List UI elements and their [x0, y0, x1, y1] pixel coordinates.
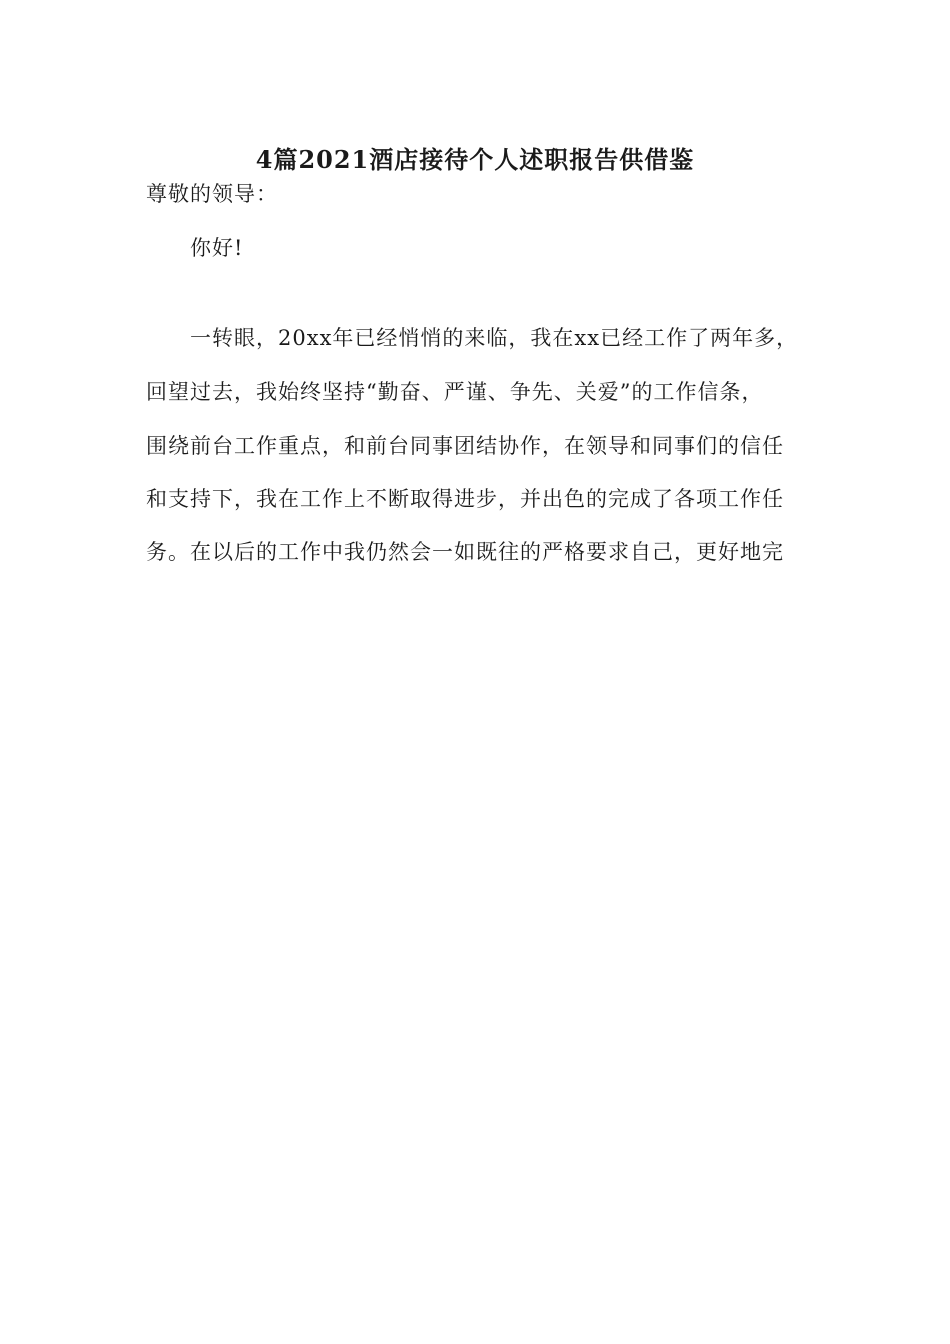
paragraph-line: 务。在以后的工作中我仍然会一如既往的严格要求自己，更好地完: [146, 540, 784, 564]
document-title: 4篇2021酒店接待个人述职报告供借鉴: [255, 145, 695, 174]
salutation: 尊敬的领导：: [146, 182, 278, 206]
paragraph-line: 回望过去，我始终坚持“勤奋、严谨、争先、关爱”的工作信条，: [146, 380, 764, 404]
paragraph-line: 围绕前台工作重点，和前台同事团结协作，在领导和同事们的信任: [146, 434, 784, 458]
greeting: 你好!: [190, 236, 244, 260]
paragraph-line: 和支持下，我在工作上不断取得进步，并出色的完成了各项工作任: [146, 487, 784, 511]
paragraph-line: 一转眼，20xx年已经悄悄的来临，我在xx已经工作了两年多，: [190, 326, 799, 350]
